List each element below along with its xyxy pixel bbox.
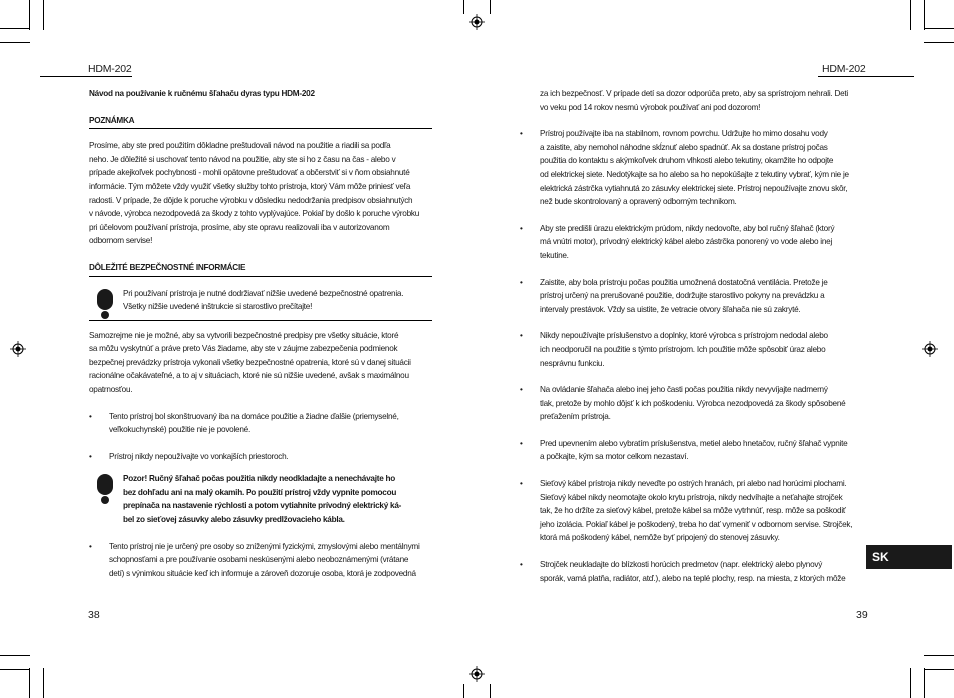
text-line: • Strojček neukladajte do blízkosti horúcich predmetov (napr. elektrický alebo plynový [540,560,823,570]
crop-mark [0,669,30,670]
document-title: Návod na používanie k ručnému šľahaču dyras typu HDM-202 [89,89,315,98]
right-header-rule [818,76,914,77]
text-line: použitia do kontaktu s akýmkoľvek druhom vlhkosti alebo tekutiny, okamžite ho odpojte [540,156,834,166]
registration-mark-icon [922,341,938,357]
text-line: než bude skontrolovaný a opravený odborným technikom. [540,197,737,207]
registration-mark-icon [469,14,485,30]
text-line: informácie. Tým môžete vždy využiť všetky služby tohto prístroja, ktorý Vám môže priniesť veľa [89,181,411,191]
right-page [520,87,864,585]
section-rule [89,276,432,277]
exclamation-icon [92,474,118,504]
bullet-item [520,383,864,424]
crop-mark [43,0,44,30]
crop-mark [463,0,464,14]
text-line: sa môžu vyskytnúť a práve preto Vás žiadame, aby ste v záujme zabezpečenia podmienok [89,344,398,354]
warning-block [89,287,432,317]
text-line: • Prístroj používajte iba na stabilnom, rovnom povrchu. Udržujte ho mimo dosahu vody [540,129,828,139]
crop-mark [29,0,30,30]
text-line: bez dohľadu ani na malý okamih. Po použití prístroj vždy vypnite pomocou [123,487,397,497]
safety-heading: DÔLEŽITÉ BEZPEČNOSTNÉ INFORMÁCIE [89,262,246,272]
text-line: ich neodporučil na použitie s týmto prístrojom. Ich použitie môže spôsobiť úraz alebo [540,344,826,354]
note-paragraph [89,139,432,248]
intro-paragraph [89,329,432,397]
text-line: Prosíme, aby ste pred použitím dôkladne preštudovali návod na použitie a riadili sa podľa [89,141,391,151]
text-line: od elektrickej siete. Nedotýkajte sa ho alebo sa ho nepokúšajte z tekutiny vybrať, kým nie je [540,169,849,179]
right-header-model: HDM-202 [822,63,866,75]
text-line: • Na ovládanie šľahača alebo inej jeho časti počas použitia nikdy nevyvíjajte nadmerný [540,385,828,395]
left-header-rule [40,76,132,77]
text-line: nesprávnu funkciu. [540,358,605,368]
text-line: opatrnosťou. [89,384,133,394]
bullet-list [520,114,864,585]
text-line: odbornom servise! [89,236,153,246]
text-line: • Aby ste predišli úrazu elektrickým prúdom, nikdy nedovoľte, aby bol ručný šľahač (ktorý [540,223,835,233]
text-line: Pozor! Ručný šľahač počas použitia nikdy neodkladajte a nenechávajte ho [123,474,396,484]
registration-mark-icon [10,341,26,357]
text-line: tak, že ho držíte za sieťový kábel, pretože kábel sa môže vytrhnúť, resp. môže sa poškodiť [540,506,846,516]
text-line: za ich bezpečnosť. V prípade detí sa dozor odporúča preto, aby sa sprístrojom nehrali. Deti [540,89,849,98]
text-line: tekutine. [540,250,569,260]
text-line: intervaly prestávok. Vždy sa uistite, že vetracie otvory šľahača nie sú zakryté. [540,304,801,314]
text-line: • Tento prístroj nie je určený pre osoby so zníženými fyzickými, zmyslovými alebo mentálnymi [109,541,420,551]
crop-mark [490,0,491,14]
section-rule [89,128,432,129]
text-line: Pri používaní prístroja je nutné dodržiavať nižšie uvedené bezpečnostné opatrenia. [123,288,404,298]
left-header-model: HDM-202 [88,63,132,75]
bullet-item [520,437,864,464]
text-line: sporák, vamá platňa, radiátor, atď.), alebo na teplé plochy, resp. na miesta, z ktorých môže [540,573,846,583]
text-line: • Tento prístroj bol skonštruovaný iba na domáce použitie a žiadne ďalšie (priemyselné, [109,411,399,421]
page-number-right: 39 [856,609,868,621]
text-line: prístroj určený na prerušované použitie, dodržujte starostlivo pokyny na prevádzku a [540,291,825,301]
bullet-item [520,558,864,585]
bullet-item [520,127,864,209]
text-line: v návode, výrobca nezodpovedá za škody z tohto vyplývajúce. Pokiaľ by došlo k poruche výrobku [89,209,420,219]
bullet-item [520,222,864,263]
section-rule [89,320,432,321]
bullet-item [89,540,432,581]
registration-mark-icon [469,666,485,682]
text-line: Sieťový kábel nikdy neomotajte okolo krytu prístroja, nikdy nedvíhajte a neťahajte strojček [540,492,843,502]
crop-mark [0,42,30,43]
crop-mark [0,28,30,29]
text-line: prepínača na nastavenie rýchlosti a potom vytiahnite prívodný elektrický ká- [123,501,402,511]
crop-mark [924,668,925,698]
bullet-item [520,276,864,317]
crop-mark [29,668,30,698]
text-line: neho. Je dôležité si uschovať tento návod na použitie, aby ste si ho z času na čas - alebo v [89,154,396,164]
text-line: • Zaistite, aby bola prístroju počas použitia umožnená dostatočná ventilácia. Pretože je [540,277,828,287]
crop-mark [924,28,954,29]
text-line: preťažením prístroja. [540,412,611,422]
text-line: radosti. V prípade, že dôjde k poruche výrobku v dôsledku nedodržania predpisov obsiahnutých [89,195,413,205]
text-line: má vnútri motor), prívodný elektrický kábel alebo zástrčka ponorený vo vode alebo inej [540,237,833,247]
crop-mark [43,668,44,698]
note-heading: POZNÁMKA [89,115,135,125]
text-line: bel zo sieťovej zásuvky alebo zásuvky predlžovacieho kábla. [123,515,345,525]
text-line: veľkokuchynské) použitie nie je povolené. [109,425,250,435]
text-line: tlak, pretože by mohlo dôjsť k ich poškodeniu. Výrobca nezodpovedá za škody spôsobené [540,398,846,408]
text-line: Samozrejme nie je možné, aby sa vytvorili bezpečnostné predpisy pre všetky situácie, ktoré [89,330,399,340]
crop-mark [910,668,911,698]
bullet-item [89,410,432,437]
page-number-left: 38 [88,609,100,621]
bullet-item [89,450,432,464]
text-line: • Prístroj nikdy nepoužívajte vo vonkajších priestoroch. [109,451,289,461]
crop-mark [924,655,954,656]
text-line: ktorá má poškodený kábel, nemôže byť pripojený do stenovej zásuvky. [540,533,780,543]
text-line: bezpečnej prevádzky prístroja vykonali všetky bezpečnostné opatrenia, ktoré sú v danej situácii [89,357,411,367]
crop-mark [463,684,464,698]
text-line: a zaistite, aby nemohol náhodne skĺznuť alebo spadnúť. Ak sa dostane prístroj počas [540,142,828,152]
crop-mark [924,669,954,670]
text-line: racionálne očakávateľné, a to aj v situáciach, ktoré nie sú nižšie uvedené, avšak s maximálnou [89,371,409,381]
language-tab: SK [866,545,952,569]
text-line: vo veku pod 14 rokov nesmú výrobok používať ani pod dozorom! [540,102,761,112]
bullet-item [520,329,864,370]
warning-block [89,472,432,526]
text-line: • Pred upevnením alebo vybratím príslušenstva, metiel alebo hnetačov, ručný šľahač vypnite [540,438,848,448]
text-line: pri účelovom používaní prístroja, prosíme, aby ste opravu realizovali iba v autorizovanom [89,222,390,232]
text-line: elektrická zástrčka vytiahnutá zo zásuvky elektrickej siete. Prístroj nepoužívajte znovu skôr, [540,183,848,193]
crop-mark [910,0,911,30]
continued-paragraph [520,87,864,114]
crop-mark [490,684,491,698]
text-line: • Nikdy nepoužívajte príslušenstvo a doplnky, ktoré výrobca s prístrojom nedodal alebo [540,331,828,341]
crop-mark [924,0,925,30]
text-line: a počkajte, kým sa motor celkom nezastaví. [540,452,689,462]
text-line: prípade akejkoľvek pochybnosti - mohli opätovne preštudovať a občerstviť si v ňom obsiahnuté [89,168,410,178]
crop-mark [0,655,30,656]
text-line: detí) s výnimkou situácie keď ich informuje a zároveň dozoruje osoba, ktorá je zodpovedná [109,568,416,578]
text-line: jeho izolácia. Pokiaľ kábel je poškodený, treba ho dať vymeniť v odbornom servise. Strojček, [540,519,853,529]
text-line: schopnosťami a pre používanie osobami neskúsenými alebo neoboznámenými (vrátane [109,555,409,565]
text-line: Všetky nižšie uvedené inštrukcie si starostlivo prečítajte! [123,302,313,312]
text-line: • Sieťový kábel prístroja nikdy neveďte po ostrých hranách, pri alebo nad horúcimi plochami. [540,479,847,489]
crop-mark [924,42,954,43]
bullet-item [520,477,864,545]
exclamation-icon [92,289,118,319]
left-page [89,87,432,580]
